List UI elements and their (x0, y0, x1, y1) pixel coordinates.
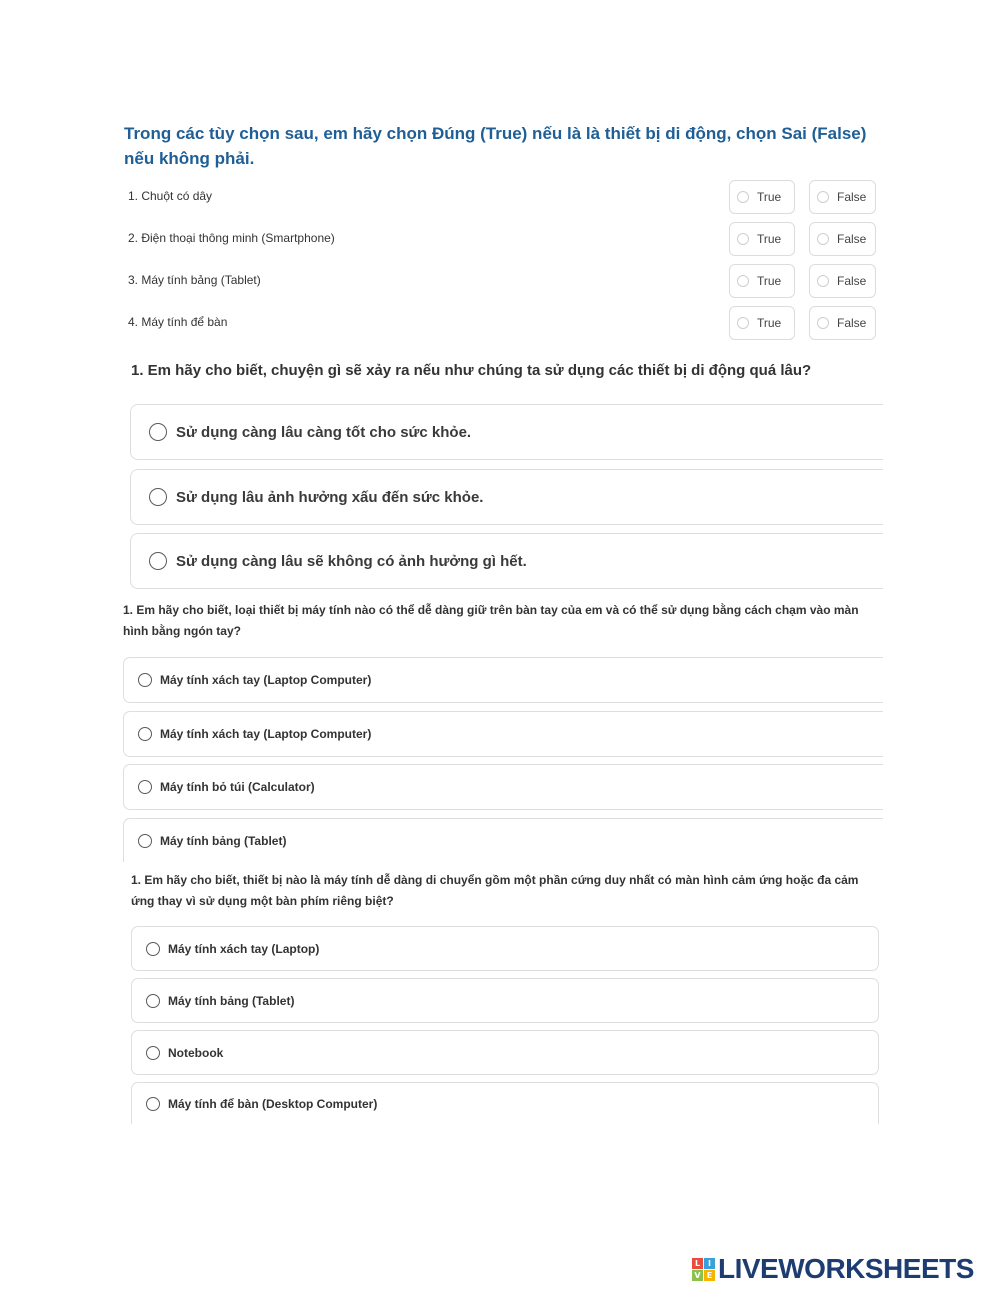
option-label: Notebook (168, 1045, 224, 1060)
radio-icon (149, 488, 167, 506)
question-2-option[interactable] (123, 657, 883, 703)
tf-item-label: 2. Điện thoại thông minh (Smartphone) (128, 231, 335, 245)
question-3-text: 1. Em hãy cho biết, thiết bị nào là máy tính dễ dàng di chuyển gồm một phần cứng duy nhất có màn hình cảm ứng hoặc đa cảm ứng thay vì sử dụng một bàn phím riêng biệt? (131, 873, 859, 908)
false-label: False (837, 274, 867, 288)
false-label: False (837, 190, 867, 204)
question-3-option[interactable] (131, 926, 879, 971)
tf-item-label: 3. Máy tính bảng (Tablet) (128, 273, 261, 287)
false-button[interactable] (809, 264, 876, 298)
logo-text: LIVEWORKSHEETS (718, 1253, 974, 1284)
false-label: False (837, 232, 867, 246)
question-2-text: 1. Em hãy cho biết, loại thiết bị máy tính nào có thể dễ dàng giữ trên bàn tay của em và có thể sử dụng bằng cách chạm vào màn hình bằng ngón tay? (123, 603, 859, 638)
true-label: True (757, 232, 782, 246)
instructions-heading: Trong các tùy chọn sau, em hãy chọn Đúng (True) nếu là là thiết bị di động, chọn Sai (False) nếu không phải. (124, 124, 867, 168)
radio-icon (146, 994, 160, 1008)
option-label: Sử dụng càng lâu càng tốt cho sức khỏe. (176, 423, 472, 441)
true-label: True (757, 190, 782, 204)
radio-icon (737, 275, 749, 287)
radio-icon (737, 233, 749, 245)
option-label: Sử dụng lâu ảnh hưởng xấu đến sức khỏe. (176, 488, 484, 506)
tf-row (124, 180, 880, 216)
question-3-option[interactable] (131, 978, 879, 1023)
option-label: Máy tính xách tay (Laptop) (168, 941, 320, 956)
false-label: False (837, 316, 867, 330)
true-button[interactable] (729, 222, 795, 256)
false-button[interactable] (809, 306, 876, 340)
question-1-text: 1. Em hãy cho biết, chuyện gì sẽ xảy ra nếu như chúng ta sử dụng các thiết bị di động quá lâu? (131, 362, 812, 379)
radio-icon (146, 1046, 160, 1060)
radio-icon (737, 191, 749, 203)
option-label: Máy tính xách tay (Laptop Computer) (160, 673, 372, 687)
radio-icon (817, 275, 829, 287)
true-label: True (757, 274, 782, 288)
radio-icon (817, 233, 829, 245)
option-label: Máy tính để bàn (Desktop Computer) (168, 1096, 378, 1111)
option-label: Máy tính bỏ túi (Calculator) (160, 780, 315, 794)
radio-icon (138, 780, 152, 794)
true-label: True (757, 316, 782, 330)
radio-icon (817, 317, 829, 329)
option-label: Sử dụng càng lâu sẽ không có ảnh hưởng gì hết. (176, 552, 527, 570)
question-3-option[interactable] (131, 1030, 879, 1075)
radio-icon (138, 834, 152, 848)
radio-icon (149, 552, 167, 570)
question-2-option[interactable] (123, 711, 883, 757)
option-label: Máy tính bảng (Tablet) (160, 833, 287, 848)
question-2-option[interactable] (123, 764, 883, 810)
logo-letter: V (692, 1270, 703, 1281)
tf-row (124, 264, 880, 300)
logo-mark-icon (692, 1258, 715, 1281)
radio-icon (146, 942, 160, 956)
question-1-option[interactable] (130, 533, 883, 589)
logo-letter: L (692, 1258, 703, 1269)
radio-icon (138, 727, 152, 741)
liveworksheets-logo (692, 1253, 974, 1285)
option-label: Máy tính xách tay (Laptop Computer) (160, 727, 372, 741)
tf-row (124, 306, 880, 342)
tf-item-label: 1. Chuột có dây (128, 189, 213, 203)
question-1-option[interactable] (130, 469, 883, 525)
radio-icon (138, 673, 152, 687)
question-1-option[interactable] (130, 404, 883, 460)
question-3-option[interactable] (131, 1082, 879, 1124)
tf-item-label: 4. Máy tính để bàn (128, 315, 228, 329)
radio-icon (737, 317, 749, 329)
false-button[interactable] (809, 222, 876, 256)
logo-letter: I (704, 1258, 715, 1269)
option-label: Máy tính bảng (Tablet) (168, 993, 295, 1008)
true-button[interactable] (729, 306, 795, 340)
radio-icon (149, 423, 167, 441)
true-button[interactable] (729, 180, 795, 214)
radio-icon (146, 1097, 160, 1111)
question-2-option[interactable] (123, 818, 883, 862)
true-button[interactable] (729, 264, 795, 298)
logo-letter: E (704, 1270, 715, 1281)
false-button[interactable] (809, 180, 876, 214)
radio-icon (817, 191, 829, 203)
tf-row (124, 222, 880, 258)
